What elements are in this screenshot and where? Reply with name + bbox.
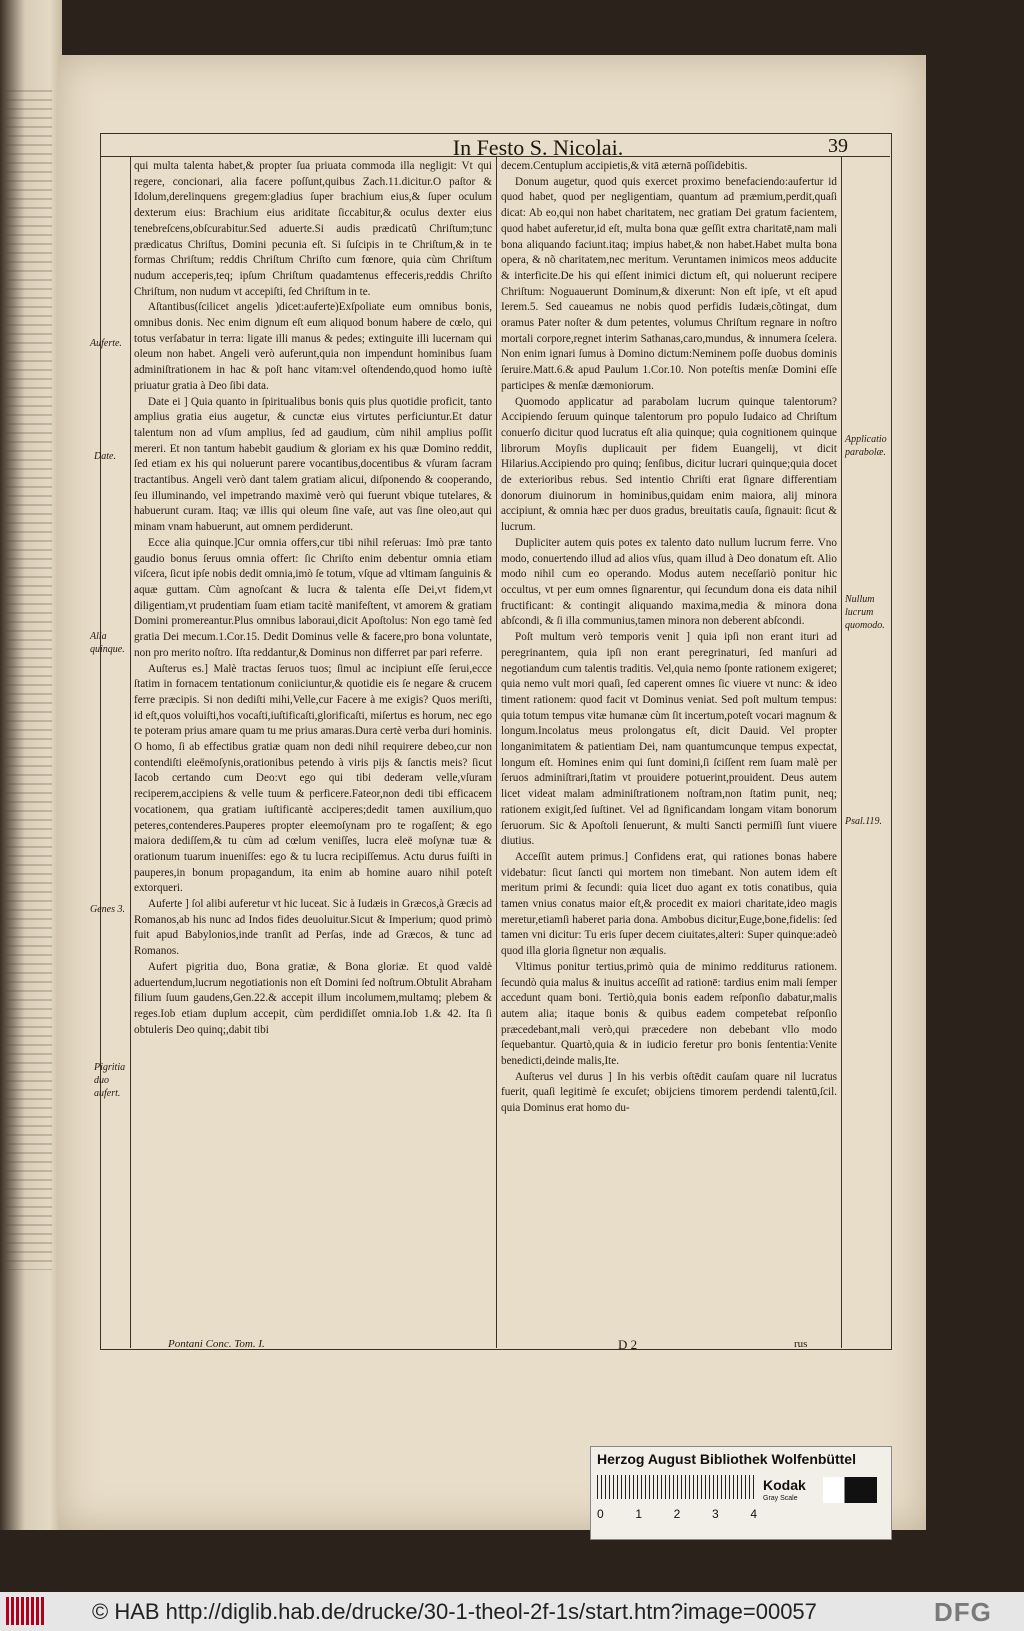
paragraph: Auſterus es.] Malè tractas ſeruos tuos; ſimul ac incipiunt eſſe ſerui,ecce ſtatim in fornacem tentationum coniiciuntur,& quotidie eis ſe negare & crucem ferre præcipis. Si non dediſti mihi,Velle,cur Facere à me exigis? Quos meriſti, id eſt,quos voluiſti,hos vocaſti,iuſtificaſti,glorificaſti, miſertus es horum, nec ego te poteram prius amare quam tu me prius amaras.Dura certè verba duri hominis. O homo, ſi ab effectibus gratiæ quam non dedi nihil requirere debeo,cur non contendiſti eleëmoſynis,orationibus petendo à viris pijs & ſanctis meis? ſicut Iacob certando cum Deo:vt ego qui tibi dederam velle,vſuram reciperem,accipiens & velle tuum & perficere.Fateor,non dedi tibi efficacem vocationem, qua gratiam iuſtificantè acciperes;dedit tamen auxilium,quo peteres,contenderes.Pauperes propter eleemoſynam pro te rogaſſent; & ego maiora dediſſem,& tu cùm ad cœlum veniſſes, lucra eleë moſynæ tuæ & orationum tuarum inueniſſes: ego & tu lucra recipiſſemus. Actu durus fuiſti in pauperes,in bonum propagandum, ita enim ab homine auaro nihil poteſt extorqueri. — [134, 662, 492, 895]
measurement-scale — [597, 1475, 757, 1499]
paragraph: Auferte ] ſol alibi auferetur vt hic luceat. Sic à Iudæis in Græcos,à Græcis ad Romanos,ab his nunc ad Indos fides deuoluitur.Sicut & Imperium; quod primò fuit apud Babylonios,inde tranſit ad Perſas, inde ad Græcos, & tunc ad Romanos. — [134, 898, 492, 958]
viewer-footer — [0, 1592, 1024, 1631]
signature-line: Pontani Conc. Tom. I. — [168, 1338, 265, 1350]
institution-name: Herzog August Bibliothek Wolfenbüttel — [597, 1451, 856, 1467]
margin-note-alia-quinque: Alia quinque. — [90, 631, 125, 655]
paragraph: qui multa talenta habet,& propter ſua priuata commoda illa negligit: Vt qui regere, concionari, alia facere poſſunt,quibus Zach.11.dicitur.O paſtor & Idolum,derelinquens gregem:gladius ſuper brachium eius,& ſuper oculum dexterum eius: Brachium eius ariditate ſiccabitur,& oculus dexter eius tenebreſcens,obſcurabitur.Sed aduerte.Si audis prædicatû Chriſtum;tunc prædicatus Chriſtus, Domini pecunia eſt. Si ſuſcipis in te Chriſtum,& in te formas Chriſtum; reddis Chriſtum Chriſto cum fœnore, quia cùm Chriſtum nudum acceperis,teq; ipſum Chriſtum quadamtenus effeceris,reddis Chriſto Chriſtum, non nudum vt accepiſti, ſed Chriſtum in te. — [134, 160, 492, 298]
paragraph: Ecce alia quinque.]Cur omnia offers,cur tibi nihil reſeruas: Imò præ tanto gaudio bonus ſeruus omnia offert: ſic Chriſto enim debentur omnia etiam viſcera, ſicut ipſe nobis dedit omnia,imò ſe totum, vſque ad vltimam ſanguinis & aquæ guttam. Cùm agnoſcant & lucra & talenta eſſe Dei,vt fidem,vt diligentiam,vt prudentiam ſuam etiam tacitè manifeſtent, vt amorem & gratiam Domini promereantur.Plus omnibus laboraui,dicit Apoſtolus: Non ego tamè ſed gratia Dei mecum.1.Cor.15. Dedit Dominus velle & facere,pro bona voluntate, non pro merito noſtro. Iſta reddantur,& Dominus non differret par pari referre. — [134, 536, 492, 659]
paragraph: Auſterus vel durus ] In his verbis oſtēdit cauſam quare nil lucratus fuerit, quaſi legitimè ſe excuſet; obijciens timorem perdendi talentū,ſcil. quia Dominus erat homo du- — [501, 1070, 837, 1115]
paragraph: Poſt multum verò temporis venit ] quia ipſi non erant ituri ad peregrinantem, quia ipſi non erant peregrinaturi, ſed manſuri ad negotiandum cum talentis traditis. Vel,quia nemo ſponte rationem exigeret; quia nemo vult mori quaſi, ſed caperent omnes ſic viuere vt nunc: & ideo timent rationem: quod facit vt Dominus veniat. Sed poſt multum tempus: quia totum tempus vitæ humanæ cùm ſit incertum,poteſt vocari magnum & longum.Incolatus meus prolongatus eſt, dicit Dauid. Vel propter longanimitatem & patientiam Dei, nam quantumcunque tempus expectat, longum eſt. Homines enim qui ſunt domini,ſi ſciſſent rem ſuam malè per ſeruos adminiſtrari,ſtatim vt prouidere potuerint,prouident. Deus autem licet videat malam adminiſtrationem noſtram,non ſtatim punit, neq; rationem exigit,ſed ſuſtinet. Vel ad ſignificandam longam vitam bonorum ſeruorum. Sic & Apoſtoli ſenuerunt, & multi Sancti permiſſi ſunt viuere diutius. — [501, 631, 837, 848]
margin-note-applicatio: Applicatio parabolæ. — [845, 434, 887, 458]
margin-note-pigritia: Pigritia duo aufert. — [94, 1062, 126, 1099]
paragraph: Donum augetur, quod quis exercet proximo benefaciendo:aufertur id quod habet, quod per negligentiam, quantum ad præmium,perdit,quaſi dicat: Ab eo,qui non habet charitatem, nec gratiam Dei gratum facientem, quod habet auferetur,id eſt, multa bona quæ geſſit extra charitatē,nam mali bona aliquando faciunt.itaq; impius habet,& non habet.Habet multa bona opera, & nõ charitatem,nec meritum. Veruntamen inimicos meos adducite & interficite.De his qui eſſent inimici dictum eſt, qui noluerunt recipere Chriſtum: Noguauerunt Dominum,& dixerunt: Non eſt ipſe, vt eſt apud Ierem.5. Sed caueamus ne nobis quod perfidis Iudæis,cõtingat, dum oramus Pater noſter & dum petentes, volumus Chriſtum regnare in noſtro mortali corpore,regnet interim Sathanas,caro,mundus, & innumera ſcelera. Non enim ignari ſumus à Domino dictum:Neminem poſſe duobus dominis ſeruire.Matt.6.& apud Paulum 1.Cor.10. Non poteſtis menſæ Domini eſſe participes & menſæ dæmoniorum. — [501, 175, 837, 392]
right-text-column — [501, 159, 837, 1331]
book-page — [58, 55, 926, 1530]
scale-number: 3 — [711, 1507, 719, 1521]
paragraph: Vltimus ponitur tertius,primò quia de minimo redditurus rationem. ſecundò quia malus & inuitus acceſſit ad rationē: tardius enim mali ſemper accedunt quam boni. Tertiò,quia bonis eadem reſponſio dabatur,malis autem alia; itaque bonis & quibus eadem competebat reſponſio præcedebant,mali verò,qui præcedere non debebant vllo modo ſequebantur. Quartò,quia & in iudicio feretur pro bonis ſententia:Venite benedicti,deinde malis,Ite. — [501, 960, 837, 1068]
gray-scale-label: Gray Scale — [763, 1495, 798, 1502]
signature-mark: D 2 — [618, 1337, 638, 1352]
catchword: rus — [794, 1338, 808, 1350]
library-label — [590, 1446, 892, 1540]
paragraph: Aufert pigritia duo, Bona gratiæ, & Bona gloriæ. Et quod valdè aduertendum,lucrum negotiationis non eſt Domini ſed noſtrum.Obtulit Abraham filium ſuum gaudens,Gen.22.& accepit illum incolumem,multamq; plebem & reges.Iob etiam duplum accepit, cùm perdidiſſet omnia.Iob 1.& 42. Ita ſi obtuleris Deo quinq;,dabit tibi — [134, 960, 492, 1036]
margin-note-psal: Psal.119. — [845, 816, 883, 827]
right-margin-rule — [841, 156, 842, 1348]
gray-scale-swatch — [823, 1477, 877, 1503]
margin-note-auferte: Auferte. — [90, 338, 122, 349]
paragraph: Quomodo applicatur ad parabolam lucrum quinque talentorum? Accipiendo ſeruum quinque talentorum pro populo Iudaico ad Chriſtum conuerſo dicitur quod lucratus eſt alia quinque; quia cognitionem quinque librorum Moyſis duplicauit per fidem Euangelij, vt dicit Hilarius.Accipiendo pro quinq; ſenſibus, dicitur lucrari quinque;quia docet de exterioribus rebus. Sed intentio Chriſti erat ſignare differentiam donorum diuinorum in hominibus,quidam enim maiora, alij minora accipiunt, & omnia hæc per duos gradus, breuitatis cauſa, ſignauit: ſicut & lucrum. — [501, 395, 837, 534]
page-number: 39 — [828, 135, 848, 157]
dfg-logo: DFG — [934, 1597, 992, 1627]
margin-note-nullum-lucrum: Nullum lucrum quomodo. — [845, 594, 885, 631]
paragraph: decem.Centuplum accipietis,& vitā æternā poſſidebitis. — [501, 160, 748, 172]
source-url[interactable]: © HAB http://diglib.hab.de/drucke/30-1-theol-2f-1s/start.htm?image=00057 — [92, 1599, 817, 1624]
paragraph: Aſtantibus(ſcilicet angelis )dicet:auferte)Exſpoliate eum omnibus bonis, omnibus donis. Nec enim dignum eſt eum aliquod bonum habere de cœlo, qui totus verſabatur in terra: ligate illi manus & pedes; extinguite illi lucernam qui oleum non habet. Angeli verò auferunt,quia non impendunt hominibus ſuam adminiſtrationem in hac & poſt hanc vitam:vel oſtendendo,quod homo iuſtè priuatur gratia à Deo ſibi data. — [134, 301, 492, 392]
adjacent-page-edge — [0, 0, 62, 1530]
scale-numbers — [597, 1507, 757, 1521]
margin-note-date: Date. — [94, 451, 116, 462]
hab-logo-icon — [6, 1597, 44, 1625]
running-title: In Festo S. Nicolai. — [452, 135, 624, 160]
column-divider — [496, 156, 497, 1348]
left-text-column — [134, 159, 492, 1331]
scale-number: 0 — [597, 1507, 604, 1521]
paragraph: Dupliciter autem quis potes ex talento dato nullum lucrum ferre. Vno modo, conuertendo illud ad alios vſus, quam illud à Deo donatum eſt. Alio modo nihil cum eo operando. Modus autem neceſſariò ponitur hic occultus, vt per eum omnes ſignarentur, qui ſecundum dona eis data nihil fructificant: & contingit aliquando maxima,media & minora dona abſcondi, & ſi illa communius,tamen minora non deberent abſcondi. — [501, 536, 837, 628]
scale-number: 2 — [673, 1507, 681, 1521]
kodak-label: Kodak — [763, 1477, 806, 1493]
left-margin-rule — [130, 156, 131, 1348]
adjacent-page-text — [6, 90, 52, 1270]
scale-number: 1 — [635, 1507, 643, 1521]
margin-note-genes: Genes 3. — [90, 904, 125, 915]
scale-number: 4 — [750, 1507, 757, 1521]
paragraph: Acceſſit autem primus.] Confidens erat, qui rationes bonas habere videbatur: ſicut ſancti qui mortem non timebant. Non autem idem eſt meritum primi & ſecundi: quia licet duo agant ex totis conatibus, quia tamen vnius conatus maior eſt,& procedit ex maiori charitate,ideo magis meretur,etiamſi haberet paria dona. Ambobus dicitur,Euge,bone,fidelis: ſed tamen vni dicitur: Tu eris ſuper decem ciuitates,alteri: Super quinque:adeò quod illa gloria ſignetur non æqualis. — [501, 850, 837, 958]
paragraph: Date ei ] Quia quanto in ſpiritualibus bonis quis plus quotidie proficit, tanto amplius gratia eius augetur, & cunctæ eius virtutes perficiuntur.Et datur talentum non ad vſum amplius, ſed ad gaudium, cùm nihil amplius poſſit mereri. Et non tantum habebit gaudium & gloriam ex his quæ Domino reddit, ſed etiam ex his qui noluerunt parere vocantibus,docentibus & vſuram ſacram tractantibus. Angeli verò dant talem gratiam alicui, diſponendo & cooperando, ſeu illuminando, vel impetrando maximè verò qui fuerunt vbique tutelares, & habuerunt curam. Itaq; væ illis qui oleum ſine vaſe, aut vas ſine oleo,aut qui minam vnam habuerunt, aut omnem perdiderunt. — [134, 395, 492, 534]
